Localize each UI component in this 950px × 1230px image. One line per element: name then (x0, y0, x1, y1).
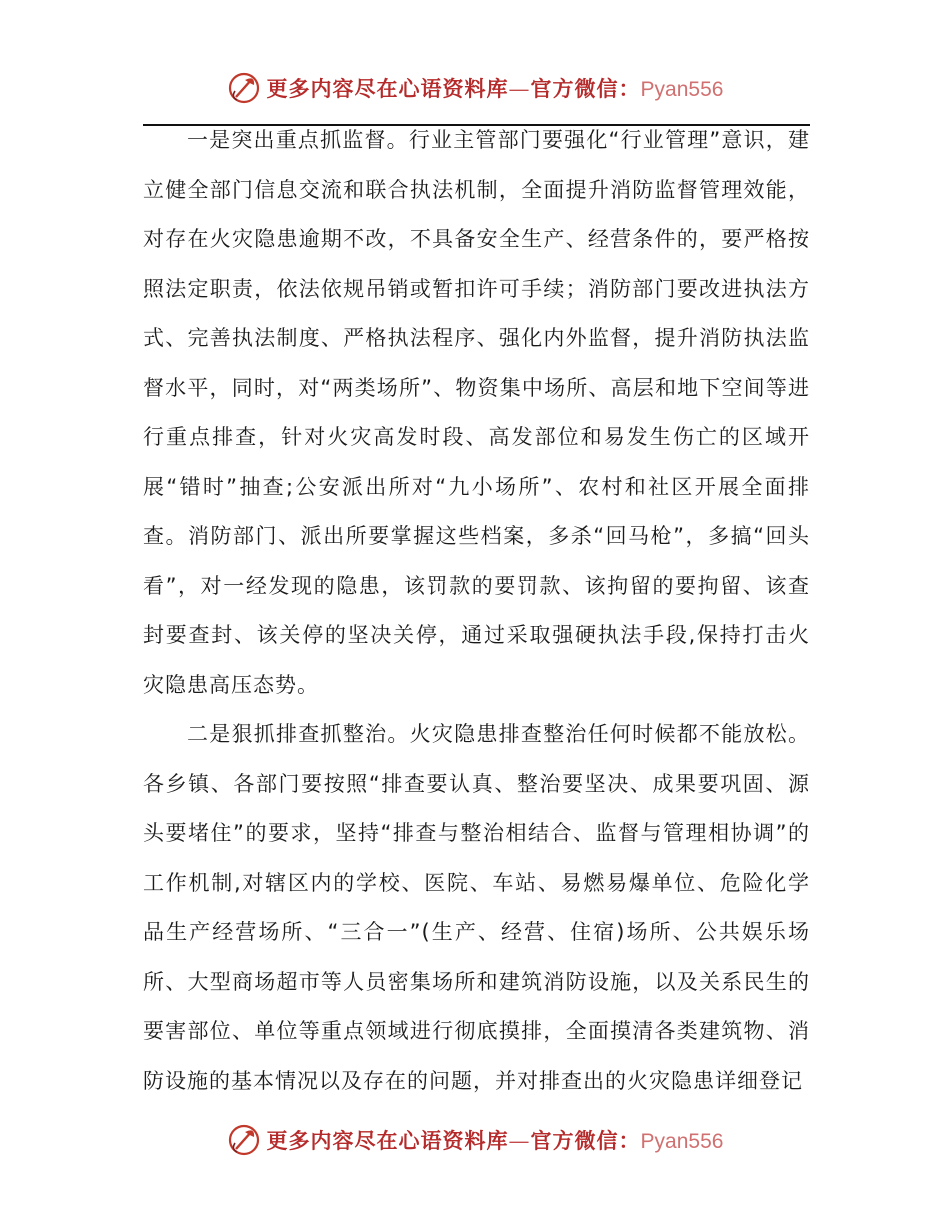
footer-wechat-label: 官方微信： (530, 1128, 641, 1153)
header-wechat-label: 官方微信： (530, 76, 641, 101)
document-body (143, 116, 810, 1106)
header-wechat-id: Pyan556 (640, 78, 724, 101)
footer-dash: — (508, 1129, 531, 1153)
footer-banner (0, 1120, 950, 1160)
header-dash: — (508, 77, 531, 101)
footer-site-name: 更多内容尽在心语资料库 (266, 1128, 509, 1153)
header-banner-text (267, 73, 724, 103)
paragraph-1: 一是突出重点抓监督。行业主管部门要强化“行业管理”意识，建立健全部门信息交流和联合执法机制，全面提升消防监督管理效能，对存在火灾隐患逾期不改，不具备安全生产、经营条件的，要严格按照法定职责，依法依规吊销或暂扣许可手续；消防部门要改进执法方式、完善执法制度、严格执法程序、强化内外监督，提升消防执法监督水平，同时，对“两类场所”、物资集中场所、高层和地下空间等进行重点排查，针对火灾高发时段、高发部位和易发生伤亡的区域开展“错时”抽查;公安派出所对“九小场所”、农村和社区开展全面排查。消防部门、派出所要掌握这些档案，多杀“回马枪”，多搞“回头看”，对一经发现的隐患，该罚款的要罚款、该拘留的要拘留、该查封要查封、该关停的坚决关停，通过采取强硬执法手段,保持打击火灾隐患高压态势。 (143, 128, 810, 697)
header-banner (0, 68, 950, 108)
footer-wechat-id: Pyan556 (640, 1130, 724, 1153)
quill-logo-icon (227, 1123, 261, 1157)
header-site-name: 更多内容尽在心语资料库 (266, 76, 509, 101)
quill-logo-icon (227, 71, 261, 105)
footer-banner-text (267, 1125, 724, 1155)
paragraph-2: 二是狠抓排查抓整治。火灾隐患排查整治任何时候都不能放松。各乡镇、各部门要按照“排查要认真、整治要坚决、成果要巩固、源头要堵住”的要求，坚持“排查与整治相结合、监督与管理相协调”的工作机制,对辖区内的学校、医院、车站、易燃易爆单位、危险化学品生产经营场所、“三合一”(生产、经营、住宿)场所、公共娱乐场所、大型商场超市等人员密集场所和建筑消防设施，以及关系民生的要害部位、单位等重点领域进行彻底摸排，全面摸清各类建筑物、消防设施的基本情况以及存在的问题，并对排查出的火灾隐患详细登记 (143, 722, 810, 1093)
